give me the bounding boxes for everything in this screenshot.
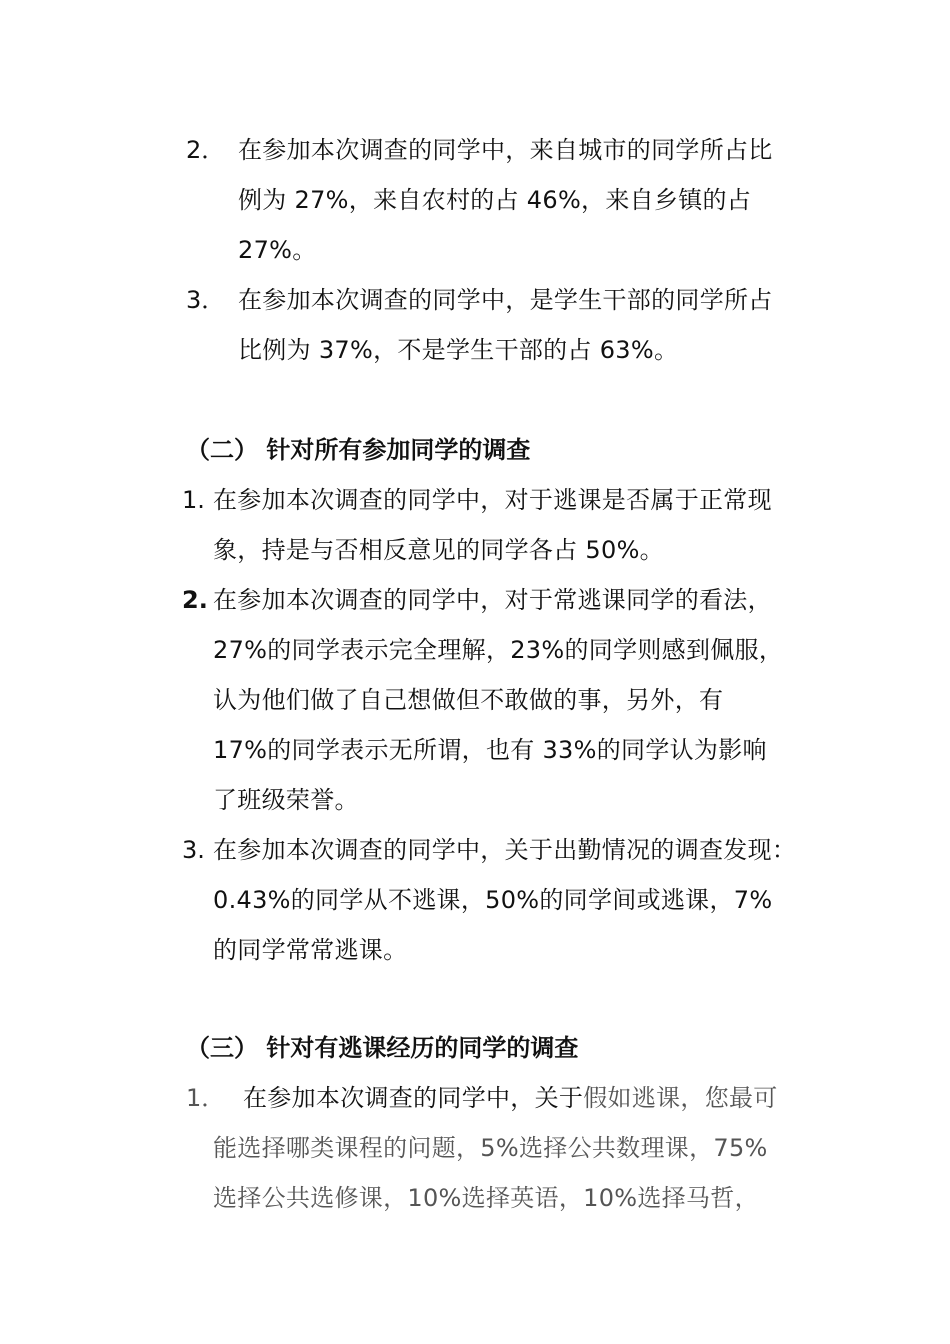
paragraph-line xyxy=(243,1082,778,1114)
paragraph-line: 17%的同学表示无所谓，也有 33%的同学认为影响 xyxy=(213,736,767,764)
list-number: 2． xyxy=(186,136,226,164)
section-heading: （三） 针对有逃课经历的同学的调查 xyxy=(186,1034,579,1062)
paragraph-line: 能选择哪类课程的问题，5%选择公共数理课，75% xyxy=(213,1134,768,1162)
section-heading: （二） 针对所有参加同学的调查 xyxy=(186,436,531,464)
paragraph-line: 例为 27%，来自农村的占 46%，来自乡镇的占 xyxy=(238,186,752,214)
paragraph-line: 选择公共选修课，10%选择英语，10%选择马哲， xyxy=(213,1184,759,1212)
paragraph-line: 的同学常常逃课。 xyxy=(213,936,408,964)
list-number: 1. xyxy=(182,486,205,514)
paragraph-line: 象，持是与否相反意见的同学各占 50%。 xyxy=(213,536,664,564)
paragraph-text: 在参加本次调查的同学中，关于 xyxy=(243,1084,584,1112)
paragraph-line: 27%。 xyxy=(238,236,317,264)
list-number: 3. xyxy=(182,836,205,864)
paragraph-line: 在参加本次调查的同学中，对于逃课是否属于正常现 xyxy=(213,486,772,514)
paragraph-line: 比例为 37%，不是学生干部的占 63%。 xyxy=(238,336,679,364)
paragraph-line: 了班级荣誉。 xyxy=(213,786,359,814)
list-number: 2. xyxy=(182,586,208,614)
paragraph-line: 在参加本次调查的同学中，是学生干部的同学所占 xyxy=(238,286,773,314)
paragraph-line: 在参加本次调查的同学中，对于常逃课同学的看法， xyxy=(213,586,772,614)
paragraph-line: 在参加本次调查的同学中，关于出勤情况的调查发现： xyxy=(213,836,797,864)
paragraph-text-grey: 假如逃课，您最可 xyxy=(583,1084,778,1112)
list-number: 3． xyxy=(186,286,226,314)
paragraph-line: 0.43%的同学从不逃课，50%的同学间或逃课，7% xyxy=(213,886,773,914)
list-number: 1． xyxy=(186,1084,226,1112)
paragraph-line: 在参加本次调查的同学中，来自城市的同学所占比 xyxy=(238,136,773,164)
paragraph-line: 27%的同学表示完全理解，23%的同学则感到佩服， xyxy=(213,636,784,664)
paragraph-line: 认为他们做了自己想做但不敢做的事，另外，有 xyxy=(213,686,724,714)
